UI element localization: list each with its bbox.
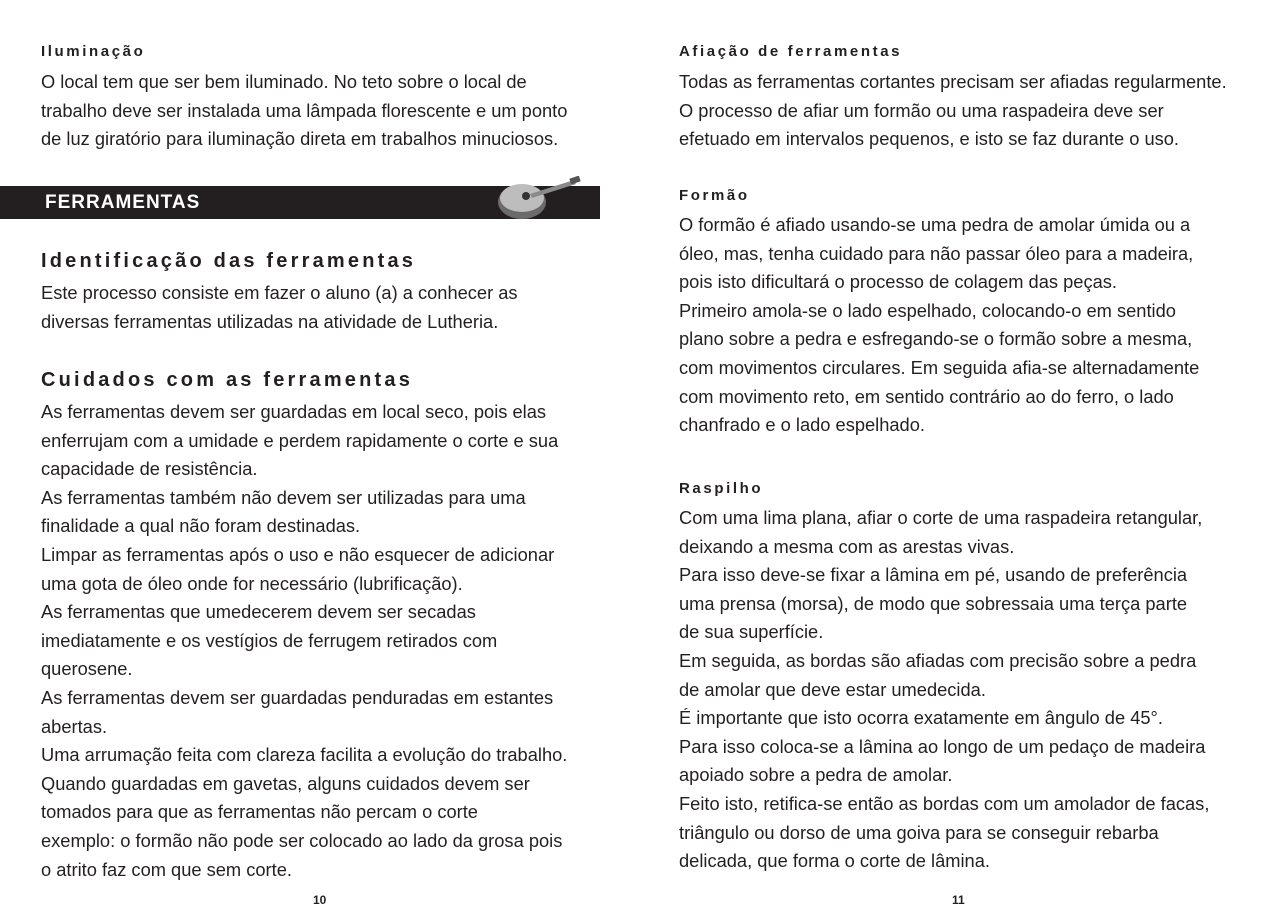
text-line: trabalho deve ser instalada uma lâmpada florescente e um ponto [41, 99, 568, 121]
text-line: capacidade de resistência. [41, 458, 258, 480]
text-line: Primeiro amola-se o lado espelhado, colocando-o em sentido [679, 299, 1176, 321]
text-line: As ferramentas também não devem ser utilizadas para uma [41, 486, 526, 508]
text-line: Feito isto, retifica-se então as bordas com um amolador de facas, [679, 792, 1210, 814]
text-line: chanfrado e o lado espelhado. [679, 414, 925, 436]
text-line: diversas ferramentas utilizadas na atividade de Lutheria. [41, 310, 499, 332]
text-line: Para isso deve-se fixar a lâmina em pé, usando de preferência [679, 564, 1188, 586]
text-line: deixando a mesma com as arestas vivas. [679, 535, 1015, 557]
care-text [41, 398, 567, 884]
scraper-text [679, 504, 1209, 876]
scraper-heading: Raspilho [679, 480, 764, 497]
section-title: FERRAMENTAS [45, 192, 201, 213]
chisel-heading: Formão [679, 187, 750, 204]
text-line: As ferramentas devem ser guardadas penduradas em estantes [41, 686, 554, 708]
sharpening-heading: Afiação de ferramentas [679, 43, 903, 60]
text-line: pois isto dificultará o processo de colagem das peças. [679, 271, 1117, 293]
text-line: finalidade a qual não foram destinadas. [41, 515, 361, 537]
text-line: Uma arrumação feita com clareza facilita a evolução do trabalho. [41, 744, 568, 766]
text-line: plano sobre a pedra e esfregando-se o formão sobre a mesma, [679, 328, 1193, 350]
text-line: triângulo ou dorso de uma goiva para se conseguir rebarba [679, 821, 1159, 843]
text-line: o atrito faz com que sem corte. [41, 858, 292, 880]
chisel-text [679, 211, 1199, 440]
text-line: abertas. [41, 715, 108, 737]
text-line: É importante que isto ocorra exatamente em ângulo de 45°. [679, 707, 1163, 729]
text-line: As ferramentas devem ser guardadas em local seco, pois elas [41, 401, 547, 422]
lighting-text [41, 68, 567, 154]
text-line: Todas as ferramentas cortantes precisam ser afiadas regularmente. [679, 71, 1227, 92]
text-line: uma prensa (morsa), de modo que sobressaia uma terça parte [679, 592, 1188, 614]
text-line: tomados para que as ferramentas não percam o corte [41, 801, 478, 823]
text-line: Limpar as ferramentas após o uso e não esquecer de adicionar [41, 543, 555, 565]
lighting-heading: Iluminação [41, 43, 146, 60]
text-line: Quando guardadas em gavetas, alguns cuidados devem ser [41, 772, 530, 794]
text-line: com movimento reto, em sentido contrário ao do ferro, o lado [679, 385, 1174, 407]
text-line: Com uma lima plana, afiar o corte de uma raspadeira retangular, [679, 507, 1203, 528]
text-line: querosene. [41, 658, 133, 680]
text-line: exemplo: o formão não pode ser colocado ao lado da grosa pois [41, 829, 563, 851]
page-number-left: 10 [313, 893, 327, 907]
text-line: de amolar que deve estar umedecida. [679, 678, 986, 700]
page-number-right: 11 [952, 893, 965, 907]
text-line: uma gota de óleo onde for necessário (lubrificação). [41, 572, 463, 594]
text-line: de sua superfície. [679, 621, 824, 643]
text-line: O local tem que ser bem iluminado. No teto sobre o local de [41, 71, 527, 92]
text-line: efetuado em intervalos pequenos, e isto se faz durante o uso. [679, 128, 1180, 150]
section-bar [0, 186, 600, 219]
text-line: imediatamente e os vestígios de ferrugem retirados com [41, 629, 498, 651]
text-line: Em seguida, as bordas são afiadas com precisão sobre a pedra [679, 649, 1197, 671]
text-line: As ferramentas que umedecerem devem ser secadas [41, 601, 476, 623]
identification-heading: Identificação das ferramentas [41, 250, 417, 272]
text-line: O formão é afiado usando-se uma pedra de amolar úmida ou a [679, 214, 1191, 235]
text-line: delicada, que forma o corte de lâmina. [679, 850, 990, 872]
text-line: de luz giratório para iluminação direta em trabalhos minuciosos. [41, 128, 559, 150]
identification-text [41, 279, 518, 336]
care-heading: Cuidados com as ferramentas [41, 369, 414, 391]
text-line: O processo de afiar um formão ou uma raspadeira deve ser [679, 99, 1164, 121]
sharpening-text [679, 68, 1227, 154]
guitar-icon [496, 176, 582, 222]
text-line: Para isso coloca-se a lâmina ao longo de um pedaço de madeira [679, 735, 1206, 757]
text-line: apoiado sobre a pedra de amolar. [679, 764, 953, 786]
text-line: enferrujam com a umidade e perdem rapidamente o corte e sua [41, 429, 559, 451]
text-line: óleo, mas, tenha cuidado para não passar óleo para a madeira, [679, 242, 1194, 264]
text-line: Este processo consiste em fazer o aluno (a) a conhecer as [41, 282, 518, 303]
text-line: com movimentos circulares. Em seguida afia-se alternadamente [679, 356, 1200, 378]
